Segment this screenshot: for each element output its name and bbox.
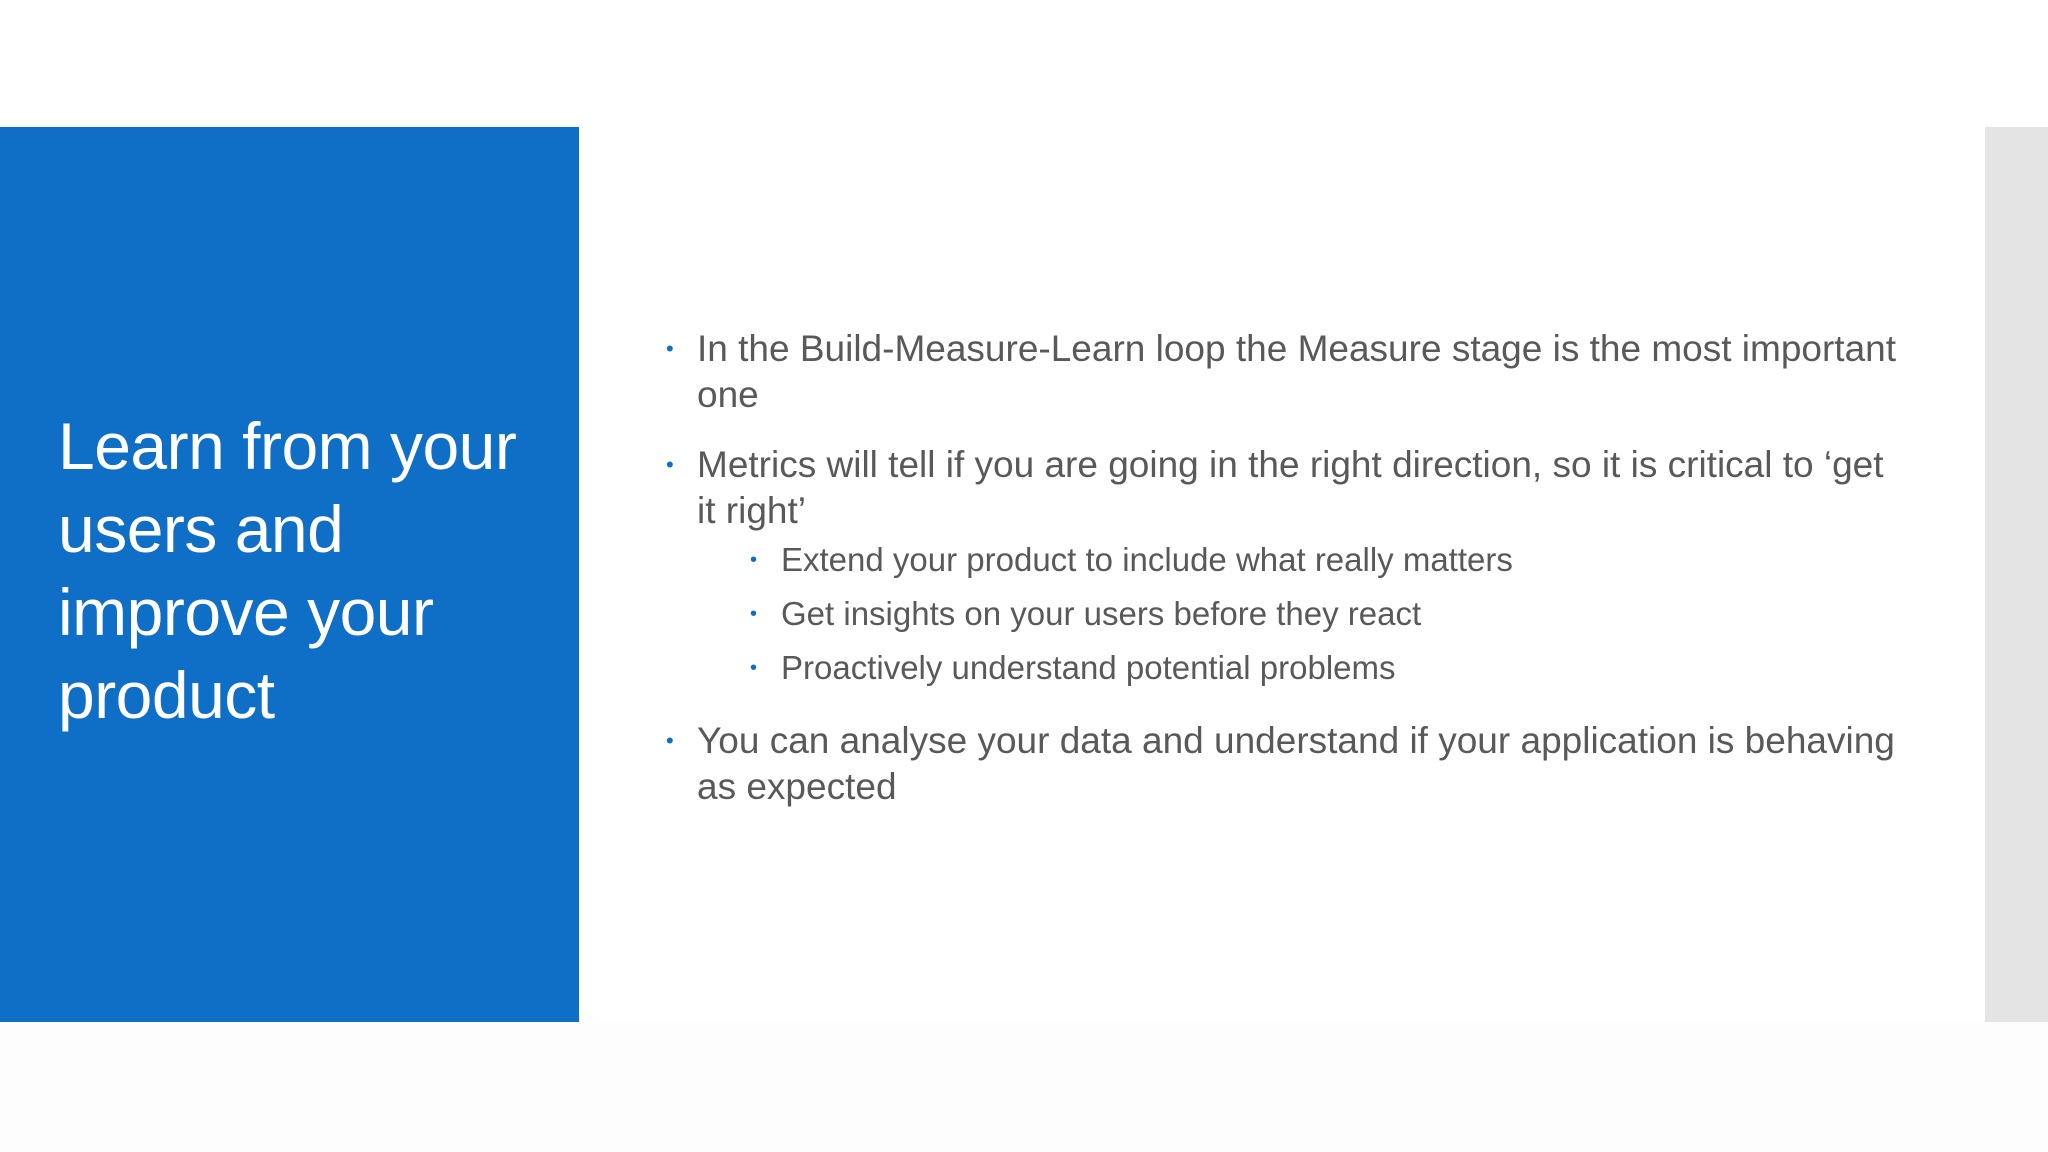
slide-bottom-band <box>0 1022 2048 1152</box>
bullet-text: Metrics will tell if you are going in the right direction, so it is critical to ‘get it right’ <box>697 444 1884 531</box>
bullet-item <box>662 718 1902 810</box>
sub-bullet-text: Extend your product to include what really matters <box>781 541 1513 578</box>
sub-bullet-item <box>746 648 1902 688</box>
sub-bullet-dot-icon: • <box>750 549 758 571</box>
bullet-text: In the Build-Measure-Learn loop the Measure stage is the most important one <box>697 328 1897 415</box>
sub-bullet-dot-icon: • <box>750 657 758 679</box>
slide-content <box>662 326 1902 810</box>
bullet-item <box>662 442 1902 534</box>
bullet-dot-icon: • <box>666 728 674 753</box>
sub-bullet-dot-icon: • <box>750 603 758 625</box>
bullet-dot-icon: • <box>666 336 674 361</box>
sub-bullet-item <box>746 594 1902 634</box>
sub-bullet-list <box>746 540 1902 688</box>
bullet-text: You can analyse your data and understand if your application is behaving as expected <box>697 720 1895 807</box>
bullet-item <box>662 326 1902 418</box>
slide-title: Learn from your users and improve your product <box>58 409 517 732</box>
sub-bullet-text: Proactively understand potential problems <box>781 649 1396 686</box>
bullet-dot-icon: • <box>666 452 674 477</box>
sub-bullet-text: Get insights on your users before they react <box>781 595 1422 632</box>
sub-bullet-item <box>746 540 1902 580</box>
right-accent-bar <box>1985 127 2048 1022</box>
